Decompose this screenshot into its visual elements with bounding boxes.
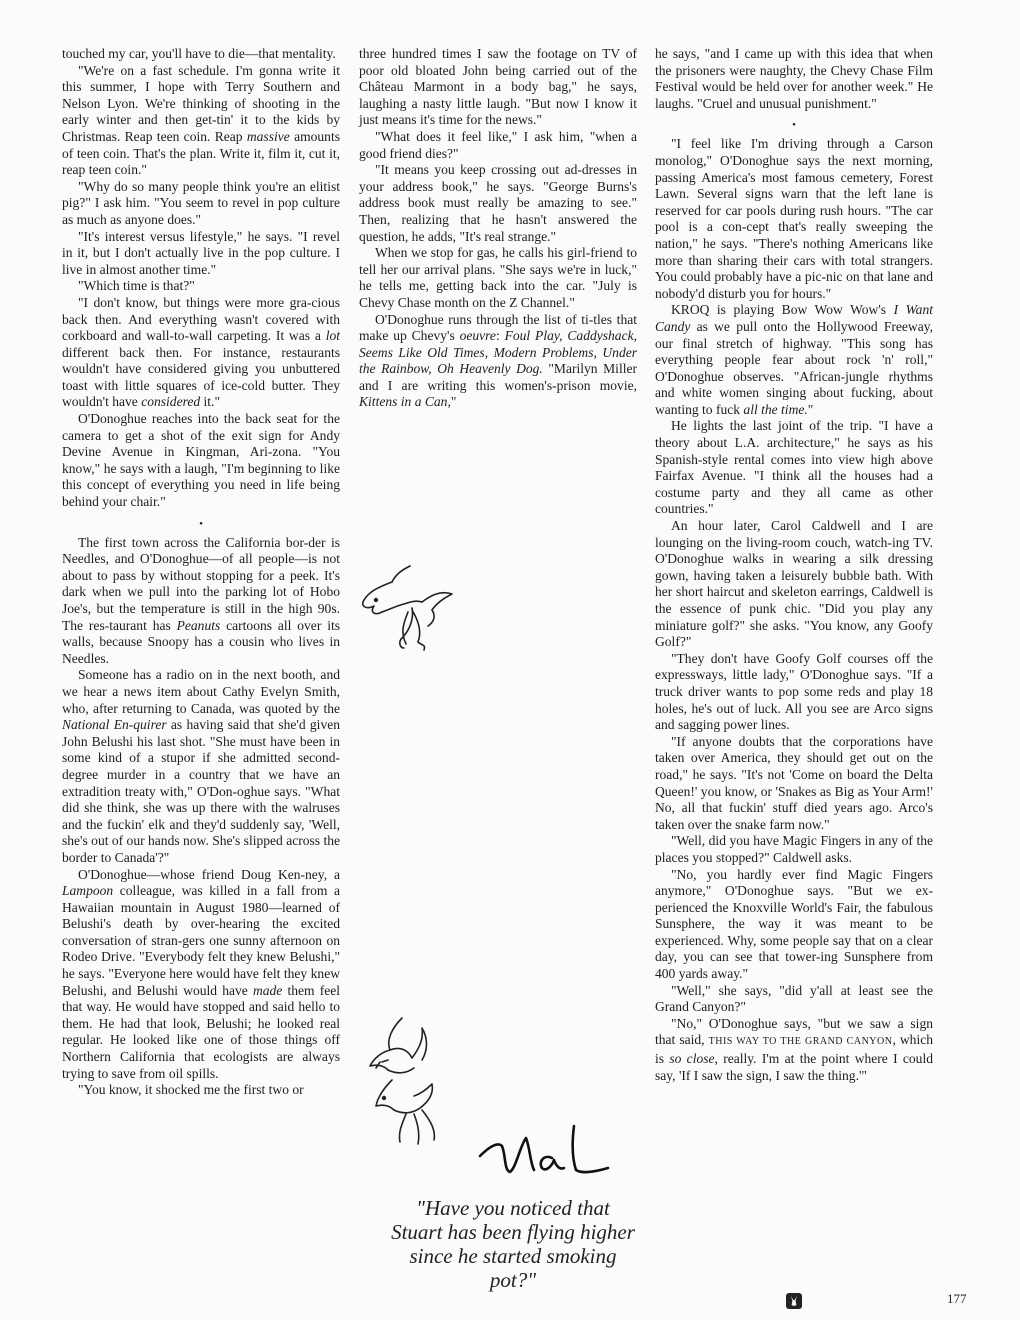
article-paragraph — [359, 129, 637, 162]
text-run: The first town across the California bor-der is Needles, and O'Donoghue—of all people—is not about to pass by without stopping for a peek. It's dark when we pull into the parking lot of Hobo Joe's, but the temperature is still in the high 90s. The res-taurant has — [62, 534, 340, 633]
article-paragraph — [655, 1016, 933, 1084]
text-run: He lights the last joint of the trip. "I have a theory about L.A. architecture," he says as his Spanish-style rental comes into view high above Fairfax Avenue. "I think all the houses had a costume party and they all came as other countries." — [655, 418, 933, 517]
italic-text: Peanuts — [176, 617, 221, 633]
article-paragraph — [655, 518, 933, 651]
article-paragraph — [62, 535, 340, 668]
italic-text: Kittens in a Can, — [359, 394, 451, 410]
text-run: "It's interest versus lifestyle," he says. "I revel in it, but I don't actually live in the pop culture. I live in almost another time." — [62, 228, 340, 277]
playboy-rabbit-icon — [786, 1293, 802, 1309]
page-number: 177 — [947, 1291, 967, 1306]
text-run: When we stop for gas, he calls his girl-friend to tell her our arrival plans. "She says we're in luck," he tells me, getting back into the car. "July is Chevy Chase month on the Z Channel." — [359, 245, 637, 310]
rabbit-head-icon — [786, 1293, 802, 1309]
text-run: "Well, did you have Magic Fingers in any of the places you stopped?" Caldwell asks. — [655, 833, 933, 865]
text-run: Someone has a radio on in the next booth, and we hear a news item about Cathy Evelyn Smith, who, after returning to Canada, was quoted by the — [62, 667, 340, 716]
text-run: THIS WAY TO THE GRAND CANYON — [708, 1036, 893, 1048]
text-run: O'Donoghue reaches into the back seat for the camera to get a shot of the exit sign for Andy Devine Avenue in Kingman, Ari-zona. "You know," he says with a laugh, "I'm beginning to like this concept of everything you need in life being behind your chair." — [62, 411, 340, 510]
text-run: "It means you keep crossing out ad-dresses in your address book," he says. "George Burns's address book must really be amazing to see." Then, realizing that he hasn't answered the question, he adds, "It's real strange." — [359, 162, 637, 244]
text-run: different back then. For instance, restaurants wouldn't have considered giving you unbuttered toast with little squares of ice-cold butter. They wouldn't have — [62, 344, 340, 410]
text-run: "No," O'Donoghue says, "but we saw a sign that said, — [655, 1015, 933, 1048]
two-birds-drawing — [362, 1010, 472, 1150]
text-run: cartoons all over its walls, because Snoopy has a cousin who lives in Needles. — [62, 617, 340, 666]
text-run: "Marilyn Miller and I are writing this women's-prison movie, — [359, 361, 637, 393]
text-run: "You know, it shocked me the first two or — [78, 1082, 304, 1098]
text-run: "Why do so many people think you're an elitist pig?" I ask him. "You seem to revel in pop culture as much as anyone does." — [62, 178, 340, 227]
article-paragraph — [655, 418, 933, 518]
article-paragraph — [62, 1082, 340, 1099]
article-paragraph — [62, 179, 340, 229]
article-paragraph — [62, 667, 340, 866]
text-run: touched my car, you'll have to die—that mentality. — [62, 46, 336, 61]
article-paragraph — [655, 651, 933, 734]
text-run: "What does it feel like," I ask him, "when a good friend dies?" — [359, 128, 637, 161]
article-paragraph — [655, 734, 933, 834]
article-paragraph — [655, 833, 933, 866]
flying-bird-drawing — [352, 560, 472, 660]
article-paragraph — [359, 312, 637, 412]
article-paragraph — [62, 867, 340, 1083]
text-run: as we pull onto the Hollywood Freeway, our final stretch of highway. "This song has everything people fear about rock 'n' roll," O'Donoghue observes. "African-jungle rhythms and white women singing about fucking, about wanting to fuck — [655, 318, 933, 417]
text-run: O'Donoghue runs through the list of ti-tles that make up Chevy's — [359, 311, 637, 344]
text-run: it." — [200, 394, 220, 410]
article-paragraph — [359, 162, 637, 245]
cartoon-caption: "Have you noticed that Stuart has been flying higher since he started smoking pot?" — [391, 1196, 635, 1292]
article-paragraph — [62, 278, 340, 295]
article-column-1 — [62, 46, 340, 1099]
article-paragraph — [655, 983, 933, 1016]
text-run: "Well," she says, "did y'all at least see the Grand Canyon?" — [655, 982, 933, 1015]
italic-text: National En-quirer — [62, 717, 167, 733]
italic-text: oeuvre — [459, 328, 496, 344]
text-run: : — [495, 328, 505, 344]
italic-text: massive — [246, 128, 290, 144]
article-paragraph — [62, 411, 340, 511]
text-run: amounts of teen coin. That's the plan. Write it, film it, cut it, reap teen coin." — [62, 128, 340, 178]
text-run: " — [450, 394, 457, 410]
section-bullet: • — [792, 119, 796, 132]
italic-text: lot — [325, 328, 340, 344]
section-bullet: • — [199, 517, 203, 530]
italic-text: I Want Candy — [655, 302, 933, 334]
italic-text: Foul Play, Caddyshack, Seems Like Old Times, Modern Problems, Under the Rainbow, Oh Heavenly Dog. — [359, 328, 637, 377]
text-run: as having said that she'd given John Belushi his last shot. "She must have been in some kind of a stupor if she admitted second-degree murder in a country that we have an extradition treaty with," O'Don-oghue says. "What did she think, she was up there with the walruses and the fuckin' elk and they'd suddenly say, 'Well, she's out of our hands now. She's slipped across the border to Canada'?" — [62, 717, 341, 865]
text-run: , really. I'm at the point where I could say, 'If I saw the sign, I saw the thing.'" — [655, 1051, 933, 1083]
text-run: "If anyone doubts that the corporations have taken over America, they should get out on the road," he says. "It's not 'Come on board the Delta Queen!' you know, or 'Snakes as Big as Your Arm!' No, all that fuckin' stuff died years ago. Arco's taken over the snake farm now." — [655, 733, 933, 832]
text-run: colleague, was killed in a fall from a Hawaiian mountain in August 1980—learned of Belushi's death by over-hearing the excited conversation of stran-gers one sunny afternoon on Rodeo Drive. "Everybody felt they knew Belushi," he says. "Everyone here would have felt they knew Belushi, and Belushi would have — [62, 883, 340, 998]
article-paragraph — [62, 229, 340, 279]
text-run: "Which time is that?" — [78, 278, 195, 294]
italic-text: all the time. — [743, 401, 808, 417]
text-run: "No, you hardly ever find Magic Fingers anymore," O'Donoghue says. "But we ex-perienced the Knoxville World's Fair, the fabulous Sunsphere, the way it was meant to be experienced. Why, some people say that on a clear day, you can see that tower-ing Sunsphere from 400 yards away." — [655, 866, 933, 982]
article-paragraph — [655, 302, 933, 418]
article-paragraph — [62, 63, 340, 179]
italic-text: so close — [669, 1051, 715, 1067]
article-paragraph — [359, 245, 637, 311]
article-paragraph — [359, 46, 637, 129]
text-run: "We're on a fast schedule. I'm gonna write it this summer, I hope with Terry Southern and Nelson Lyon. We're thinking of shooting in the early winter and then get-tin' it to the kids by Christmas. Reap teen coin. Reap — [62, 62, 340, 144]
article-paragraph — [655, 46, 933, 112]
article-column-3 — [655, 46, 933, 1084]
article-paragraph — [62, 295, 340, 411]
text-run: he says, "and I came up with this idea that when the prisoners were naughty, the Chevy Chase Film Festival would be held over for another week." He laughs. "Cruel and unusual punishment." — [655, 46, 933, 111]
text-run: O'Donoghue—whose friend Doug Ken-ney, a — [78, 866, 340, 882]
artist-signature-drawing — [476, 1116, 616, 1186]
text-run: "I don't know, but things were more gra-cious back then. And everything wasn't covered with corkboard and wall-to-wall carpeting. It was a — [62, 294, 340, 344]
article-paragraph — [655, 136, 933, 302]
text-run: them feel that way. He would have stopped and said hello to them. He had that look, Belushi; he looked real regular. He looked like one of those things off Northern California that ecologists are always trying to save from oil spills. — [62, 982, 340, 1081]
italic-text: Lampoon — [62, 883, 114, 899]
article-paragraph — [62, 46, 340, 63]
article-paragraph — [655, 867, 933, 983]
text-run: "They don't have Goofy Golf courses off the expressways, little lady," O'Donoghue says. "If a truck driver wants to pop some reds and play 18 holes, he's out of luck. All you see are Arco signs and sagging power lines. — [655, 650, 933, 733]
italic-text: made — [252, 982, 283, 998]
article-column-2 — [359, 46, 637, 411]
text-run: " — [807, 401, 814, 417]
italic-text: considered — [141, 394, 201, 410]
text-run: , which is — [655, 1032, 934, 1067]
text-run: An hour later, Carol Caldwell and I are lounging on the living-room couch, watch-ing TV. O'Donoghue walks in wearing a silk dressing gown, having taken a leisurely bubble bath. With her short haircut and skeleton earrings, Caldwell is the essence of punk chic. "Did you play any miniature golf?" she asks. "You know, any Goofy Golf?" — [655, 518, 933, 650]
text-run: KROQ is playing Bow Wow Wow's — [671, 302, 894, 318]
text-run: three hundred times I saw the footage on TV of poor old bloated John being carried out of the Château Marmont in a body bag," he says, laughing a nasty little laugh. "But now I know it just means it's time for the news." — [359, 46, 637, 128]
text-run: "I feel like I'm driving through a Carson monolog," O'Donoghue says the next morning, passing America's most famous cemetery, Forest Lawn. Several signs warn that the left lane is reserved for car pools during rush hours. "The car pool is a con-cept that's really sweeping the nation," he says. "There's nothing Americans like more than sharing their cars with total strangers. You could probably have a pic-nic on that lane and nobody'd disturb you for hours." — [655, 136, 933, 301]
